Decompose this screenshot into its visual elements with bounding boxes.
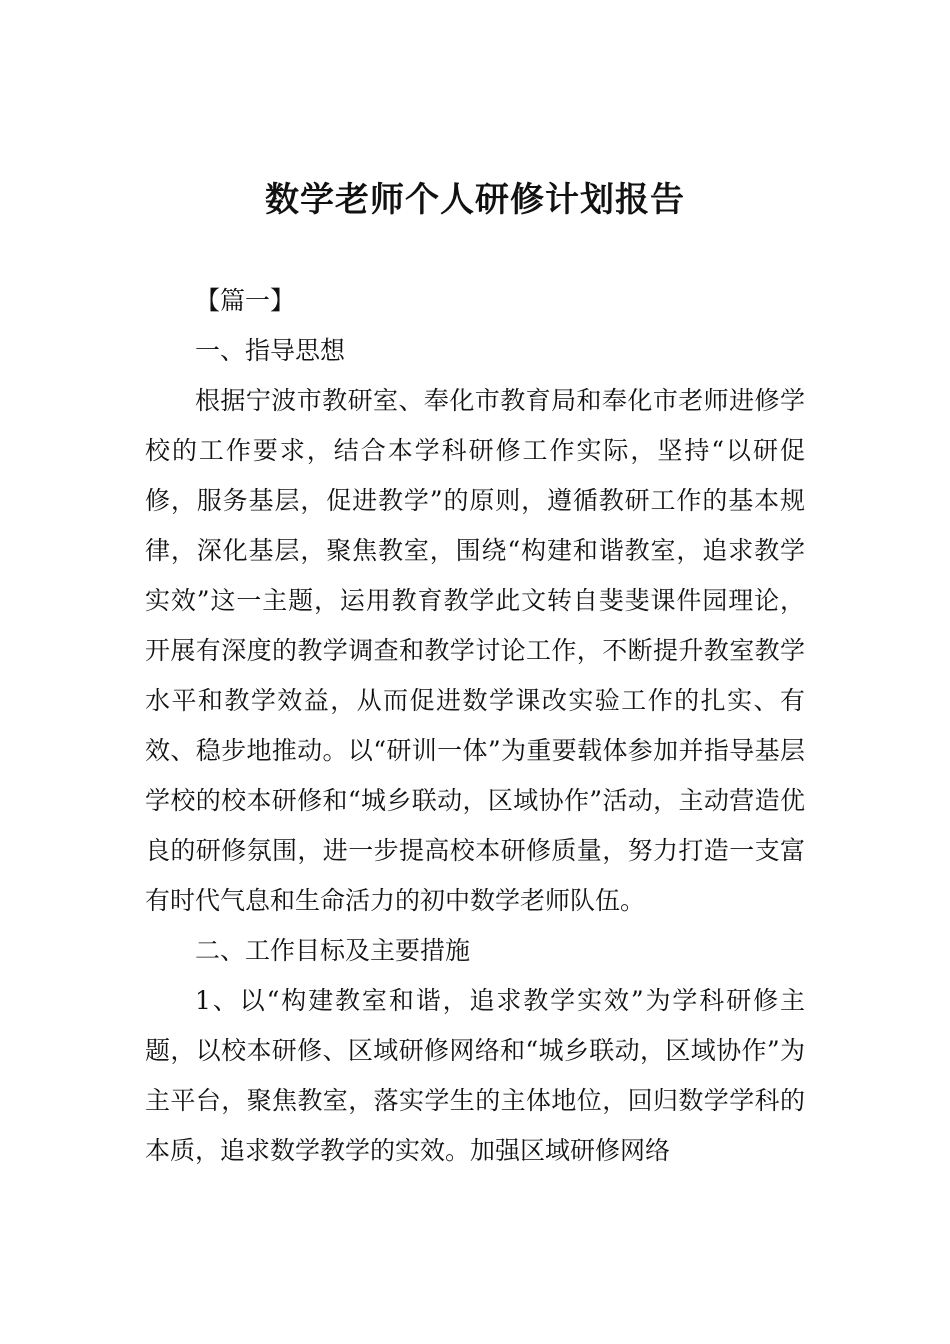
document-body (145, 276, 805, 1176)
document-title: 数学老师个人研修计划报告 (265, 180, 685, 220)
heading-goals-measures: 二、工作目标及主要措施 (195, 936, 471, 965)
section-label: 【篇一】 (195, 286, 296, 315)
paragraph-guiding-ideology: 根据宁波市教研室、奉化市教育局和奉化市老师进修学校的工作要求，结合本学科研修工作实际，坚持“以研促修，服务基层，促进教学”的原则，遵循教研工作的基本规律，深化基层，聚焦教室，围绕“构建和谐教室，追求教学实效”这一主题，运用教育教学此文转自斐斐课件园理论，开展有深度的教学调查和教学讨论工作，不断提升教室教学水平和教学效益，从而促进数学课改实验工作的扎实、有效、稳步地推动。以“研训一体”为重要载体参加并指导基层学校的校本研修和“城乡联动，区域协作”活动，主动营造优良的研修氛围，进一步提高校本研修质量，努力打造一支富有时代气息和生命活力的初中数学老师队伍。 (145, 386, 805, 915)
heading-guiding-ideology: 一、指导思想 (195, 336, 346, 365)
paragraph-goal-1: 1、以“构建教室和谐，追求教学实效”为学科研修主题，以校本研修、区域研修网络和“城乡联动，区域协作”为主平台，聚焦教室，落实学生的主体地位，回归数学学科的本质，追求数学教学的实效。加强区域研修网络 (145, 986, 805, 1165)
